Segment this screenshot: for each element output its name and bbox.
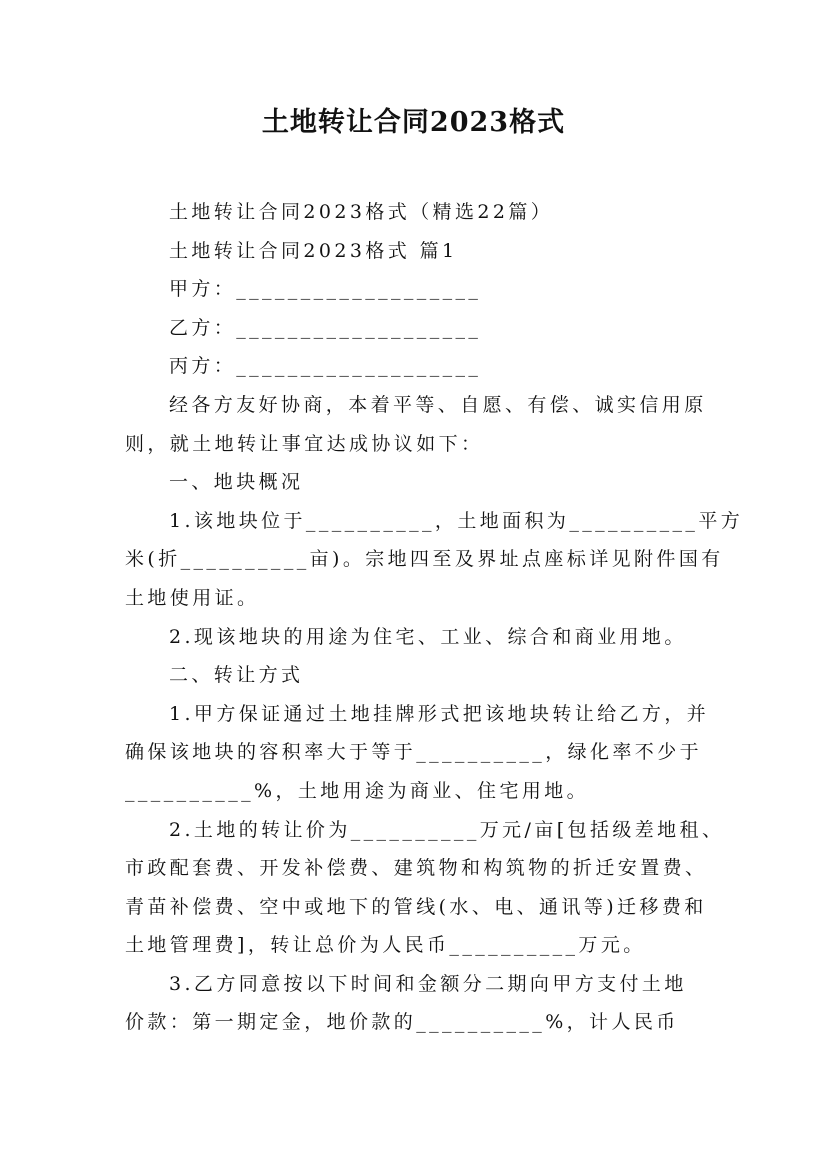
document-body bbox=[125, 193, 744, 1042]
party-c-line: 丙方：___________________ bbox=[169, 355, 482, 378]
paragraph-line: 3.乙方同意按以下时间和金额分二期向甲方支付土地 bbox=[169, 972, 687, 995]
paragraph-line: 青苗补偿费、空中或地下的管线(水、电、通讯等)迁移费和 bbox=[125, 895, 707, 918]
paragraph-line: 1.甲方保证通过土地挂牌形式把该地块转让给乙方，并 bbox=[169, 702, 710, 725]
party-b-line: 乙方：___________________ bbox=[169, 316, 482, 339]
heading-line: 一、地块概况 bbox=[169, 471, 304, 494]
heading-line: 二、转让方式 bbox=[169, 664, 304, 687]
paragraph-line: 市政配套费、开发补偿费、建筑物和构筑物的折迁安置费、 bbox=[125, 857, 708, 880]
paragraph-line: 2.土地的转让价为__________万元/亩[包括级差地租、 bbox=[169, 818, 725, 841]
document-title: 土地转让合同2023格式 bbox=[261, 107, 566, 138]
paragraph-line: 土地管理费]，转让总价为人民币__________万元。 bbox=[125, 934, 646, 957]
paragraph-line: 1.该地块位于__________，土地面积为__________平方 bbox=[169, 509, 744, 532]
paragraph-line: 经各方友好协商，本着平等、自愿、有偿、诚实信用原 bbox=[169, 393, 707, 416]
paragraph-line: 则，就土地转让事宜达成协议如下： bbox=[125, 432, 484, 455]
paragraph-line: 2.现该地块的用途为住宅、工业、综合和商业用地。 bbox=[169, 625, 687, 648]
paragraph-line: 价款：第一期定金，地价款的__________%，计人民币 bbox=[125, 1011, 679, 1034]
paragraph-line: 米(折__________亩)。宗地四至及界址点座标详见附件国有 bbox=[125, 548, 724, 571]
subtitle-line: 土地转让合同2023格式（精选22篇） bbox=[169, 201, 554, 223]
paragraph-line: 土地使用证。 bbox=[125, 586, 260, 609]
paragraph-line: 确保该地块的容积率大于等于__________，绿化率不少于 bbox=[125, 741, 703, 764]
paragraph-line: __________%，土地用途为商业、住宅用地。 bbox=[125, 779, 590, 802]
section-heading-line: 土地转让合同2023格式 篇1 bbox=[169, 239, 458, 262]
party-a-line: 甲方：___________________ bbox=[169, 278, 482, 301]
